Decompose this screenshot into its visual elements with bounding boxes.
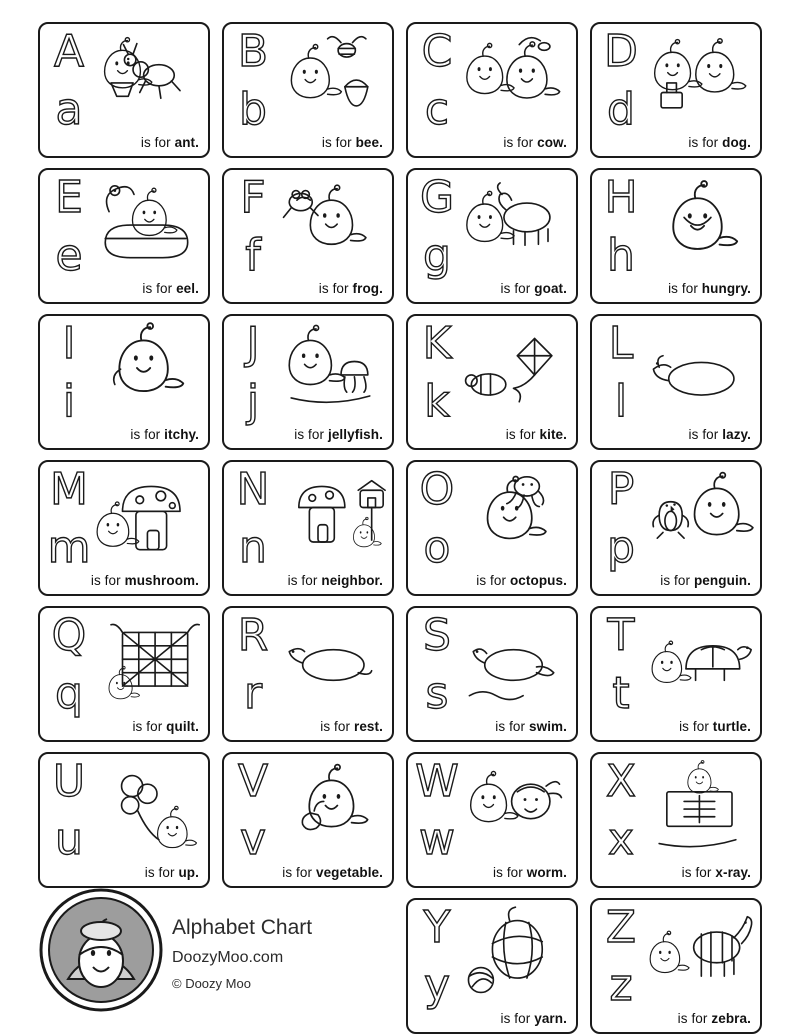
chart-title: Alphabet Chart (172, 915, 313, 939)
uppercase-letter: S (423, 610, 451, 661)
caption-prefix: is for (130, 427, 161, 442)
caption-word: frog. (352, 281, 383, 296)
letter-pair-r (232, 612, 274, 734)
lowercase-letter: a (55, 84, 83, 135)
letter-pair-e (48, 174, 90, 296)
uppercase-letter: X (605, 756, 637, 807)
card-caption (408, 1011, 576, 1026)
lowercase-letter: s (425, 668, 449, 719)
letter-pair-d (600, 28, 642, 150)
lowercase-letter: h (607, 230, 635, 281)
caption-word: jellyfish. (327, 427, 383, 442)
caption-word: zebra. (711, 1011, 751, 1026)
lowercase-letter: w (419, 814, 455, 865)
alphabet-card-z[interactable] (590, 898, 762, 1034)
lowercase-letter: j (246, 376, 260, 427)
illustration-quilt (88, 614, 203, 716)
uppercase-letter: A (53, 26, 85, 77)
caption-word: octopus. (509, 573, 567, 588)
caption-prefix: is for (144, 865, 175, 880)
alphabet-card-n[interactable] (222, 460, 394, 596)
caption-prefix: is for (493, 865, 523, 880)
card-caption (224, 865, 392, 880)
illustration-turtle (640, 614, 755, 716)
caption-word: kite. (539, 427, 567, 442)
caption-word: cow. (537, 135, 567, 150)
lowercase-letter: y (423, 960, 451, 1011)
caption-prefix: is for (320, 719, 351, 734)
illustration-zebra (640, 906, 755, 1008)
alphabet-card-q[interactable] (38, 606, 210, 742)
alphabet-card-b[interactable] (222, 22, 394, 158)
lowercase-letter: z (609, 960, 633, 1011)
copyright-label: © Doozy Moo (172, 975, 251, 991)
lowercase-letter: b (239, 84, 267, 135)
letter-pair-a (48, 28, 90, 150)
uppercase-letter: P (607, 464, 635, 515)
letter-pair-m (48, 466, 90, 588)
illustration-hungry (640, 176, 755, 278)
caption-prefix: is for (282, 865, 313, 880)
alphabet-card-o[interactable] (406, 460, 578, 596)
uppercase-letter: E (55, 172, 83, 223)
alphabet-card-r[interactable] (222, 606, 394, 742)
caption-prefix: is for (132, 719, 163, 734)
alphabet-card-a[interactable] (38, 22, 210, 158)
card-caption (40, 281, 208, 296)
card-caption (224, 719, 392, 734)
illustration-eel (88, 176, 203, 278)
caption-word: ant. (174, 135, 199, 150)
illustration-swim (456, 614, 571, 716)
lowercase-letter: e (55, 230, 83, 281)
illustration-cow (456, 30, 571, 132)
letter-pair-p (600, 466, 642, 588)
caption-prefix: is for (287, 573, 318, 588)
alphabet-card-t[interactable] (590, 606, 762, 742)
letter-pair-k (416, 320, 458, 442)
uppercase-letter: T (607, 610, 635, 661)
alphabet-card-w[interactable] (406, 752, 578, 888)
card-caption (40, 573, 208, 588)
caption-word: worm. (526, 865, 567, 880)
caption-word: up. (178, 865, 199, 880)
illustration-ant (88, 30, 203, 132)
alphabet-card-l[interactable] (590, 314, 762, 450)
lowercase-letter: q (55, 668, 83, 719)
uppercase-letter: D (604, 26, 638, 77)
illustration-jellyfish (272, 322, 387, 424)
alphabet-card-x[interactable] (590, 752, 762, 888)
caption-prefix: is for (668, 281, 698, 296)
illustration-itchy (88, 322, 203, 424)
card-caption (592, 573, 760, 588)
illustration-mushroom (88, 468, 203, 570)
alphabet-card-d[interactable] (590, 22, 762, 158)
letter-pair-u (48, 758, 90, 880)
alphabet-card-e[interactable] (38, 168, 210, 304)
lowercase-letter: p (607, 522, 635, 573)
caption-word: goat. (534, 281, 567, 296)
caption-word: penguin. (693, 573, 751, 588)
caption-word: turtle. (712, 719, 751, 734)
card-caption (224, 281, 392, 296)
doozy-moo-logo (38, 887, 164, 1013)
card-caption (224, 135, 392, 150)
uppercase-letter: H (604, 172, 638, 223)
lowercase-letter: l (614, 376, 628, 427)
caption-word: eel. (176, 281, 199, 296)
uppercase-letter: O (419, 464, 455, 515)
card-caption (592, 135, 760, 150)
alphabet-card-c[interactable] (406, 22, 578, 158)
letter-pair-o (416, 466, 458, 588)
lowercase-letter: o (423, 522, 451, 573)
uppercase-letter: F (240, 172, 266, 223)
letter-pair-g (416, 174, 458, 296)
alphabet-card-p[interactable] (590, 460, 762, 596)
illustration-penguin (640, 468, 755, 570)
illustration-dog (640, 30, 755, 132)
caption-prefix: is for (688, 427, 719, 442)
card-caption (40, 719, 208, 734)
illustration-goat (456, 176, 571, 278)
illustration-worm (456, 760, 571, 862)
letter-pair-j (232, 320, 274, 442)
alphabet-card-j[interactable] (222, 314, 394, 450)
caption-word: vegetable. (315, 865, 383, 880)
illustration-lazy (640, 322, 755, 424)
alphabet-card-k[interactable] (406, 314, 578, 450)
uppercase-letter: J (246, 318, 260, 369)
uppercase-letter: I (62, 318, 76, 369)
card-caption (408, 427, 576, 442)
illustration-frog (272, 176, 387, 278)
lowercase-letter: c (424, 84, 450, 135)
caption-prefix: is for (142, 281, 173, 296)
caption-prefix: is for (688, 135, 719, 150)
illustration-up (88, 760, 203, 862)
caption-prefix: is for (500, 1011, 531, 1026)
alphabet-card-g[interactable] (406, 168, 578, 304)
caption-prefix: is for (294, 427, 325, 442)
uppercase-letter: C (421, 26, 453, 77)
illustration-octopus (456, 468, 571, 570)
card-caption (408, 865, 576, 880)
uppercase-letter: L (608, 318, 634, 369)
alphabet-card-u[interactable] (38, 752, 210, 888)
caption-word: itchy. (164, 427, 199, 442)
card-caption (224, 427, 392, 442)
letter-pair-f (232, 174, 274, 296)
caption-word: swim. (528, 719, 567, 734)
uppercase-letter: Y (423, 902, 451, 953)
letter-pair-l (600, 320, 642, 442)
uppercase-letter: W (415, 756, 459, 807)
card-caption (408, 573, 576, 588)
uppercase-letter: R (237, 610, 269, 661)
caption-word: neighbor. (321, 573, 383, 588)
caption-prefix: is for (679, 719, 709, 734)
uppercase-letter: K (422, 318, 452, 369)
uppercase-letter: Q (51, 610, 87, 661)
caption-word: dog. (722, 135, 751, 150)
caption-word: hungry. (701, 281, 751, 296)
lowercase-letter: x (607, 814, 635, 865)
caption-word: quilt. (166, 719, 199, 734)
caption-prefix: is for (495, 719, 526, 734)
illustration-kite (456, 322, 571, 424)
chart-footer (38, 885, 398, 1015)
caption-prefix: is for (500, 281, 531, 296)
letter-pair-t (600, 612, 642, 734)
alphabet-card-h[interactable] (590, 168, 762, 304)
lowercase-letter: g (423, 230, 451, 281)
letter-pair-y (416, 904, 458, 1026)
letter-pair-i (48, 320, 90, 442)
uppercase-letter: B (237, 26, 269, 77)
alphabet-card-i[interactable] (38, 314, 210, 450)
card-caption (592, 1011, 760, 1026)
card-caption (592, 719, 760, 734)
caption-prefix: is for (677, 1011, 708, 1026)
alphabet-card-s[interactable] (406, 606, 578, 742)
illustration-vegetable (272, 760, 387, 862)
caption-word: x-ray. (715, 865, 751, 880)
alphabet-card-v[interactable] (222, 752, 394, 888)
lowercase-letter: k (424, 376, 450, 427)
illustration-yarn (456, 906, 571, 1008)
lowercase-letter: n (239, 522, 267, 573)
lowercase-letter: f (245, 230, 261, 281)
uppercase-letter: V (237, 756, 269, 807)
caption-word: mushroom. (124, 573, 199, 588)
letter-pair-v (232, 758, 274, 880)
caption-prefix: is for (505, 427, 536, 442)
letter-pair-q (48, 612, 90, 734)
caption-prefix: is for (660, 573, 691, 588)
uppercase-letter: M (50, 464, 88, 515)
lowercase-letter: r (243, 668, 263, 719)
letter-pair-c (416, 28, 458, 150)
caption-word: lazy. (722, 427, 751, 442)
illustration-xray (640, 760, 755, 862)
uppercase-letter: N (236, 464, 270, 515)
letter-pair-b (232, 28, 274, 150)
letter-pair-z (600, 904, 642, 1026)
alphabet-card-y[interactable] (406, 898, 578, 1034)
caption-prefix: is for (503, 135, 534, 150)
alphabet-card-f[interactable] (222, 168, 394, 304)
caption-prefix: is for (140, 135, 171, 150)
card-caption (408, 135, 576, 150)
caption-prefix: is for (681, 865, 712, 880)
caption-word: yarn. (534, 1011, 567, 1026)
card-caption (592, 865, 760, 880)
illustration-neighbor (272, 468, 387, 570)
illustration-rest (272, 614, 387, 716)
uppercase-letter: G (419, 172, 455, 223)
card-caption (40, 865, 208, 880)
uppercase-letter: U (52, 756, 86, 807)
website-label: DoozyMoo.com (172, 948, 284, 966)
alphabet-card-m[interactable] (38, 460, 210, 596)
lowercase-letter: u (55, 814, 83, 865)
lowercase-letter: m (47, 522, 91, 573)
card-caption (408, 719, 576, 734)
caption-word: rest. (353, 719, 383, 734)
illustration-bee (272, 30, 387, 132)
uppercase-letter: Z (605, 902, 637, 953)
alphabet-card-grid (38, 22, 770, 1034)
caption-prefix: is for (476, 573, 507, 588)
caption-prefix: is for (318, 281, 349, 296)
card-caption (592, 427, 760, 442)
caption-prefix: is for (90, 573, 121, 588)
lowercase-letter: d (607, 84, 635, 135)
card-caption (592, 281, 760, 296)
lowercase-letter: t (612, 668, 630, 719)
lowercase-letter: v (239, 814, 267, 865)
lowercase-letter: i (62, 376, 76, 427)
letter-pair-h (600, 174, 642, 296)
letter-pair-s (416, 612, 458, 734)
card-caption (40, 427, 208, 442)
letter-pair-n (232, 466, 274, 588)
letter-pair-x (600, 758, 642, 880)
letter-pair-w (416, 758, 458, 880)
caption-prefix: is for (321, 135, 352, 150)
card-caption (224, 573, 392, 588)
card-caption (408, 281, 576, 296)
card-caption (40, 135, 208, 150)
caption-word: bee. (355, 135, 383, 150)
